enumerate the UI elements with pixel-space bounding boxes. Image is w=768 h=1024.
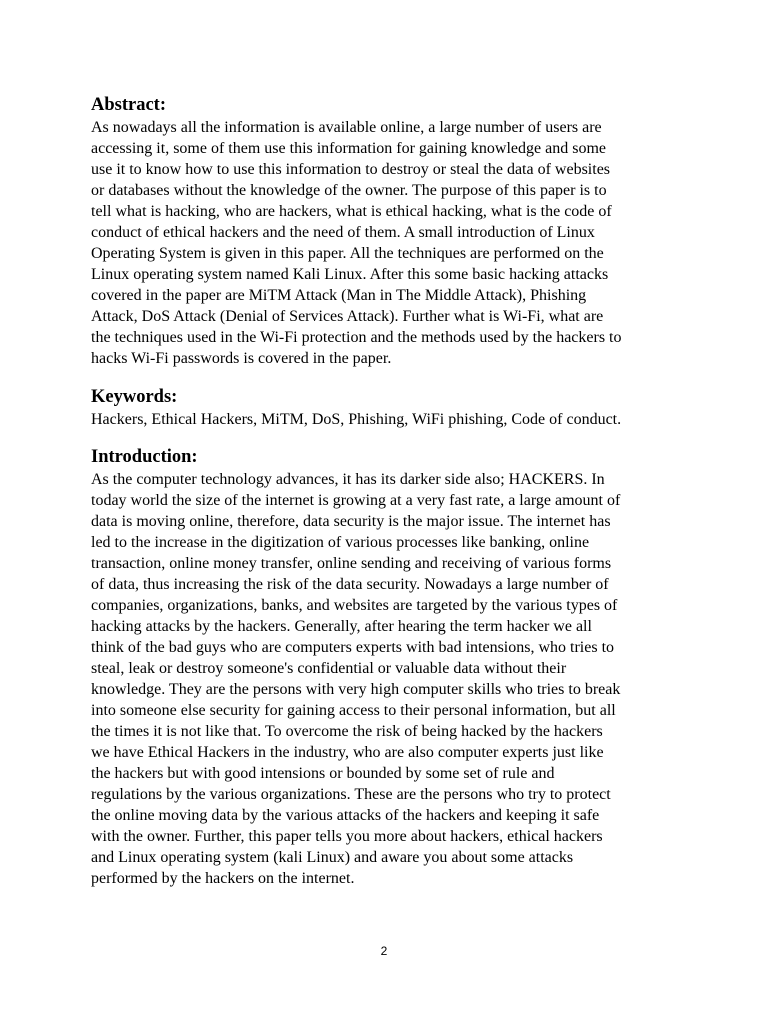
introduction-line: led to the increase in the digitization of various processes like banking, online	[91, 534, 590, 551]
introduction-line: the hackers but with good intensions or bounded by some set of rule and	[91, 765, 555, 782]
introduction-line: the online moving data by the various attacks of the hackers and keeping it safe	[91, 807, 600, 824]
page-number: 2	[380, 944, 388, 958]
introduction-line: performed by the hackers on the internet.	[91, 870, 355, 887]
introduction-line: As the computer technology advances, it has its darker side also; HACKERS. In	[91, 471, 605, 488]
introduction-line: transaction, online money transfer, online sending and receiving of various forms	[91, 555, 612, 572]
introduction-line: hacking attacks by the hackers. Generally, after hearing the term hacker we all	[91, 618, 592, 635]
abstract-line: Linux operating system named Kali Linux. After this some basic hacking attacks	[91, 266, 609, 283]
abstract-line: Operating System is given in this paper. All the techniques are performed on the	[91, 245, 604, 262]
keywords-body	[91, 409, 687, 430]
keywords-heading: Keywords:	[91, 387, 178, 407]
abstract-line: accessing it, some of them use this information for gaining knowledge and some	[91, 140, 606, 157]
abstract-line: the techniques used in the Wi-Fi protection and the methods used by the hackers to	[91, 329, 622, 346]
introduction-heading: Introduction:	[91, 447, 198, 467]
abstract-line: or databases without the knowledge of the owner. The purpose of this paper is to	[91, 182, 607, 199]
introduction-line: we have Ethical Hackers in the industry, who are also computer experts just like	[91, 744, 604, 761]
abstract-line: conduct of ethical hackers and the need of them. A small introduction of Linux	[91, 224, 595, 241]
abstract-line: As nowadays all the information is available online, a large number of users are	[91, 119, 602, 136]
introduction-body	[91, 469, 687, 889]
introduction-line: into someone else security for gaining access to their personal information, but all	[91, 702, 616, 719]
introduction-line: companies, organizations, banks, and websites are targeted by the various types of	[91, 597, 618, 614]
introduction-line: data is moving online, therefore, data security is the major issue. The internet has	[91, 513, 611, 530]
introduction-line: the times it is not like that. To overcome the risk of being hacked by the hackers	[91, 723, 603, 740]
abstract-body	[91, 117, 687, 369]
abstract-line: Attack, DoS Attack (Denial of Services Attack). Further what is Wi-Fi, what are	[91, 308, 604, 325]
introduction-line: with the owner. Further, this paper tells you more about hackers, ethical hackers	[91, 828, 603, 845]
page-content	[91, 94, 687, 889]
abstract-line: covered in the paper are MiTM Attack (Man in The Middle Attack), Phishing	[91, 287, 587, 304]
introduction-line: of data, thus increasing the risk of the data security. Nowadays a large number of	[91, 576, 609, 593]
introduction-line: regulations by the various organizations. These are the persons who try to protect	[91, 786, 611, 803]
keywords-line: Hackers, Ethical Hackers, MiTM, DoS, Phishing, WiFi phishing, Code of conduct.	[91, 411, 622, 428]
abstract-line: tell what is hacking, who are hackers, what is ethical hacking, what is the code of	[91, 203, 612, 220]
abstract-line: hacks Wi-Fi passwords is covered in the paper.	[91, 350, 392, 367]
abstract-heading: Abstract:	[91, 95, 167, 115]
introduction-line: and Linux operating system (kali Linux) and aware you about some attacks	[91, 849, 574, 866]
introduction-line: think of the bad guys who are computers experts with bad intensions, who tries to	[91, 639, 615, 656]
abstract-line: use it to know how to use this information to destroy or steal the data of websites	[91, 161, 611, 178]
introduction-line: steal, leak or destroy someone's confidential or valuable data without their	[91, 660, 567, 677]
introduction-line: knowledge. They are the persons with very high computer skills who tries to break	[91, 681, 621, 698]
introduction-line: today world the size of the internet is growing at a very fast rate, a large amount of	[91, 492, 621, 509]
